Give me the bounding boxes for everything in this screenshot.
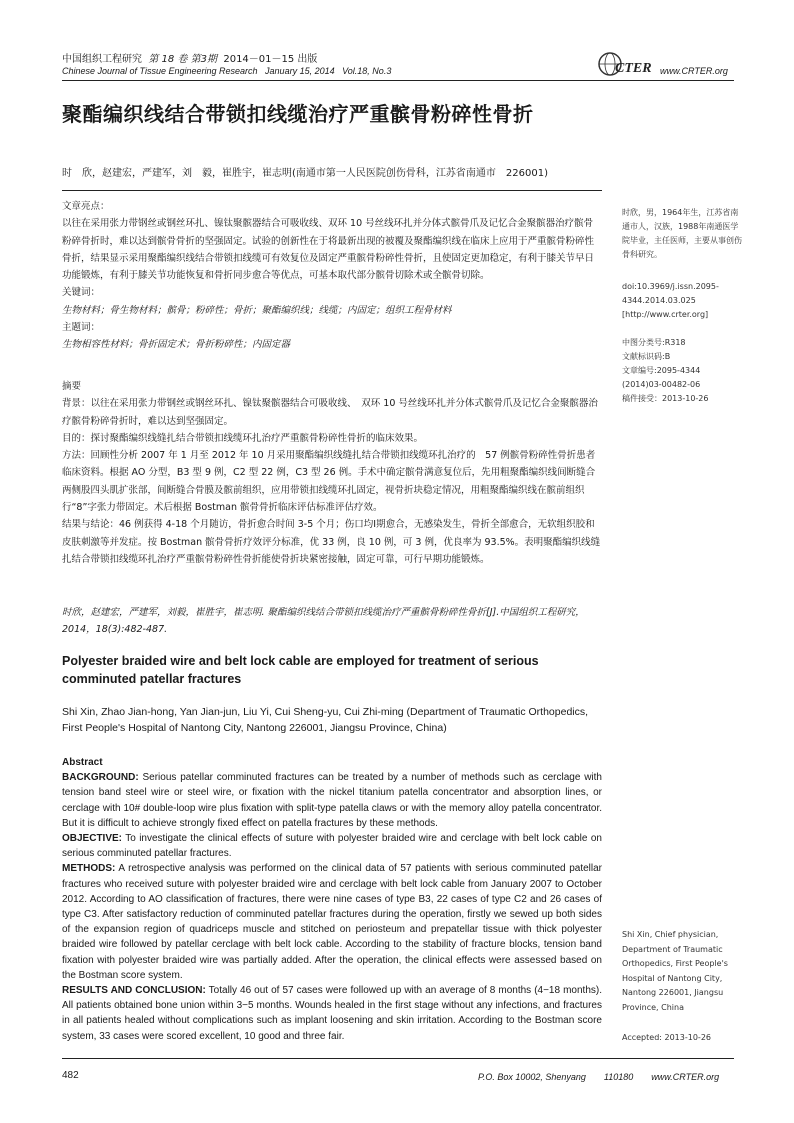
results-text: Totally 46 out of 57 cases were followed up with an average of 8 months (4−18 months). All patients obtained bone union within 3−5 months. Wounds healed in the first stage without any infections, and fractures in all patients healed without complications such as implant loosening and skin irritation. According to the Bostman score system, 33 cases were scored excellent, 10 good and three fair.	[62, 985, 602, 1042]
highlights-section	[62, 198, 602, 354]
author-bio-cn: 时欣，男，1964年生，江苏省南通市人，汉族，1988年南通医学院毕业，主任医师，主要从事创伤骨科研究。	[622, 208, 742, 259]
clc-number: 中图分类号:R318	[622, 338, 686, 347]
article-title-en: Polyester braided wire and belt lock cable are employed for treatment of serious comminuted patellar fractures	[62, 654, 539, 686]
citation-cn: 时欣，赵建宏，严建军，刘毅，崔胜宇，崔志明. 聚酯编织线结合带锁扣线缆治疗严重髌骨粉碎性骨折[J].中国组织工程研究，2014，18(3):482-487.	[62, 607, 585, 636]
abstract-cn-background: 背景：以往在采用张力带钢丝或钢丝环扎、镍钛聚髌器结合可吸收线、 双环 10 号丝线环扎并分体式髌骨爪及记忆合金聚髌器治疗髌骨粉碎骨折时，难以达到坚强固定。	[62, 398, 598, 427]
abstract-cn-heading: 摘要	[62, 381, 82, 392]
journal-name-en: Chinese Journal of Tissue Engineering Research	[62, 66, 258, 76]
logo-text: CTER	[615, 61, 652, 76]
authors-cn: 时 欣，赵建宏，严建军，刘 毅，崔胜宇，崔志明(南通市第一人民医院创伤骨科，江苏省南通市 226001)	[62, 168, 548, 179]
highlights-label: 文章亮点：	[62, 201, 110, 212]
objective-label: OBJECTIVE:	[62, 833, 123, 845]
results-label: RESULTS AND CONCLUSION:	[62, 985, 206, 997]
publish-date-cn: 2014－01－15 出版	[223, 54, 318, 65]
page-number: 482	[62, 1070, 79, 1081]
article-title-cn: 聚酯编织线结合带锁扣线缆治疗严重髌骨粉碎性骨折	[62, 102, 534, 126]
abstract-cn-results: 结果与结论：46 例获得 4-18 个月随访，骨折愈合时间 3-5 个月；伤口均Ⅰ期愈合，无感染发生，骨折全部愈合，无软组织胶和皮肤刺激等并发症。按 Bostman 髌骨骨折疗效评分标准，优 33 例，良 10 例，可 3 例，优良率为 93.5%。表明聚酯编织线缝扎结合带锁扣线缆环扎治疗严重髌骨粉碎性骨折能使骨折块紧密接触，固定可靠，可行早期功能锻炼。	[62, 519, 601, 565]
sidebar-info	[622, 206, 742, 406]
crter-url[interactable]: [http://www.crter.org]	[622, 310, 709, 319]
authors-en: Shi Xin, Zhao Jian-hong, Yan Jian-jun, Liu Yi, Cui Sheng-yu, Cui Zhi-ming (Department of Traumatic Orthopedics, First People's Hospital of Nantong City, Nantong 226001, Jiangsu Province, China)	[62, 706, 589, 734]
subject-label: 主题词：	[62, 322, 101, 334]
methods-text: A retrospective analysis was performed on the clinical data of 57 patients with serious comminuted patellar fractures who received suture with polyester braided wire and cerclage with belt lock cable from January 2007 to October 2012. According to AO classification of fractures, there were nine cases of type B3, 22 cases of type C2 and 26 cases of type C3. After satisfactory reduction of comminuted patellar fractures during the operation, firstly we sewed up both sides of the expansion region of quadriceps muscle and stitched on periosteum and prepatellar tissue with thick polyester braided wire followed by patellar cerclage with belt lock cable. According to the stability of fracture blocks, tension band fixation with polyester braided wire was partially added. After the operation, the clinical effects were assessed based on the Bostman score system.	[62, 863, 602, 981]
subject-text: 生物相容性材料；骨折固定术；骨折粉碎性；内固定器	[62, 339, 291, 351]
sidebar-en-bio	[622, 928, 742, 1046]
abstract-en-heading: Abstract	[62, 757, 103, 768]
footer-address: P.O. Box 10002, Shenyang 110180 www.CRTER.org	[478, 1072, 720, 1082]
title-divider	[62, 190, 602, 191]
keywords-label: 关键词：	[62, 287, 101, 299]
abstract-en	[62, 755, 602, 1044]
journal-name-cn: 中国组织工程研究	[62, 54, 142, 65]
author-bio-en: Shi Xin, Chief physician, Department of Traumatic Orthopedics, First People's Hospital of Nantong City, Nantong 226001, Jiangsu Province, China	[622, 930, 728, 1012]
journal-logo	[598, 50, 660, 78]
background-text: Serious patellar comminuted fractures can be treated by a number of methods such as cerclage with tension band steel wire or steel wire, or fixation with the nickel titanium patella concentrator and absorption lines, or cerclage with 10# double-loop wire plus fixation with split-type patella claws or with the memory alloy patella concentrator. But it is difficult to achieve strongly fixed effect on patella fractures by these methods.	[62, 772, 602, 829]
accepted-date: Accepted: 2013-10-26	[622, 1033, 711, 1042]
abstract-cn-section	[62, 378, 602, 568]
volume-en: Vol.18, No.3	[342, 66, 392, 76]
journal-header-en	[62, 66, 391, 76]
keywords-text: 生物材料；骨生物材料；髌骨；粉碎性；骨折；聚酯编织线；线缆；内固定；组织工程骨材料	[62, 304, 452, 316]
abstract-cn-methods: 方法：回顾性分析 2007 年 1 月至 2012 年 10 月采用聚酯编织线缝扎结合带锁扣线缆环扎治疗的 57 例髌骨粉碎性骨折患者临床资料。根据 AO 分型，B3 型 9 例，C2 型 22 例，C3 型 26 例。手术中确定髌骨满意复位后，先用粗聚酯编织线间断缝合两侧股四头肌扩张部，间断缝合骨膜及髌前组织，应用带锁扣线缆环扎固定，视骨折块稳定情况，用粗聚酯编织线在髌前组织行“8”字张力带固定。术后根据 Bostman 髌骨骨折临床评估标准评估疗效。	[62, 450, 596, 514]
journal-header-cn	[62, 50, 317, 65]
received-date: 稿件接受：2013-10-26	[622, 394, 709, 403]
article-number-2: (2014)03-00482-06	[622, 380, 701, 389]
objective-text: To investigate the clinical effects of suture with polyester braided wire and cerclage with belt lock cable on serious comminuted patellar fractures.	[62, 833, 602, 860]
issue-cn: 第 18 卷 第3期	[148, 54, 217, 65]
publish-date-en: January 15, 2014	[265, 66, 335, 76]
methods-label: METHODS:	[62, 863, 116, 875]
highlights-text: 以往在采用张力带钢丝或钢丝环扎、镍钛聚髌器结合可吸收线、双环 10 号丝线环扎并分体式髌骨爪及记忆合金聚髌器治疗髌骨粉碎骨折时，难以达到髌骨骨折的坚强固定。试验的创新性在于将最新出现的被覆及聚酯编织线在临床上应用于严重髌骨粉碎性骨折，结果显示采用聚酯编织线结合带锁扣线缆可有效复位及固定严重髌骨粉碎性骨折，且使固定更加稳定，有利于膝关节早日功能锻炼，有利于膝关节功能恢复和骨折同步愈合等优点，可基本取代部分髌骨切除术或全髌骨切除。	[62, 218, 595, 282]
background-label: BACKGROUND:	[62, 772, 139, 784]
website-link[interactable]: www.CRTER.org	[660, 66, 728, 76]
doi: doi:10.3969/j.issn.2095-4344.2014.03.025	[622, 282, 719, 305]
document-code: 文献标识码:B	[622, 352, 671, 361]
footer-divider	[62, 1058, 734, 1059]
header-divider	[62, 80, 734, 81]
article-number-1: 文章编号:2095-4344	[622, 366, 701, 375]
abstract-cn-objective: 目的：探讨聚酯编织线缝扎结合带锁扣线缆环扎治疗严重髌骨粉碎性骨折的临床效果。	[62, 432, 424, 444]
